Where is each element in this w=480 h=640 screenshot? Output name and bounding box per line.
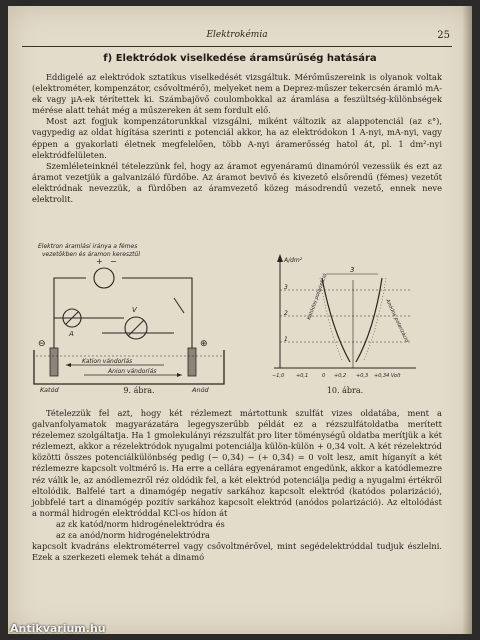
cathodic-label: Katódos polarizáció [306, 272, 329, 321]
fig9-label-top1: Elektron áramlási iránya a fémes [38, 243, 138, 250]
voltmeter-needle [128, 320, 144, 336]
anodic-label: Anódos polarizáció [384, 298, 410, 344]
y-tick-2: 2 [284, 310, 288, 317]
y-axis-arrow [277, 254, 283, 262]
fig9-label-top2: vezetőkben és áramon keresztül [42, 251, 140, 258]
book-page [8, 6, 472, 634]
cathode-sign: ⊖ [38, 339, 46, 349]
x-tick-3: 0 [322, 373, 326, 379]
text-block-top [32, 72, 442, 205]
anion-arrowhead [177, 373, 182, 377]
anodic-curve [356, 278, 382, 362]
watermark: Antikvarium.hu [10, 622, 106, 635]
anode-plate [188, 348, 196, 376]
cation-arrowhead [66, 363, 71, 367]
figure-9-caption: 9. ábra. [123, 386, 155, 395]
paragraph: kapcsolt kvadráns elektrométerrel vagy csővoltmérővel, mint segédelektróddal tudjuk észlelni. Ezek a szerkezeti elemek tehát a dinamó [32, 541, 442, 563]
cathodic-hatching [320, 278, 342, 360]
paragraph: Szemléleteinknél tételezzünk fel, hogy az áramot egyenáramú dinamóról vezessük és ezt az áramot vezetjük a galvanizáló fürdőbe. Az áramot bevivő és kivezető elsőrendű (fémes) vezetőt elektródnak nevezzük, a fürdőben az áramvezető közeg másodrendű vezető, ennek neve elektrolit. [32, 160, 442, 205]
cathode-plate [50, 348, 58, 376]
cathode-label: Katód [40, 386, 59, 394]
x-tick-6: +0,34 Volt [374, 373, 401, 379]
y-tick-3: 3 [284, 284, 288, 291]
x-tick-4: +0,2 [334, 373, 347, 379]
voltmeter-label: V [132, 306, 137, 314]
dynamo-minus-label: − [110, 257, 117, 266]
ammeter-label: A [69, 330, 74, 338]
dynamo-symbol [94, 268, 114, 288]
anodic-hatching [364, 278, 386, 360]
span-label: 3 [350, 266, 355, 274]
x-tick-5: +0,3 [356, 373, 369, 379]
running-head [22, 30, 452, 47]
paragraph: Eddigelé az elektródok sztatikus viselkedését vizsgáltuk. Mérőműszereink is olyanok voltak (elektrométer, kompenzátor, csővoltmérő), melyeket nem a Deprez-műszer tekercsén áramló mA-ek vagy µA-ek térítettek ki. Számbajövő coulombokkal az áramlása a feszültség-különbségek mérése alatt tehát még a műszereken át sem fordult elő. [32, 72, 442, 116]
equation-line: az εk katód/norm hidrogénelektródra és [56, 518, 225, 529]
running-title: Elektrokémia [206, 30, 268, 40]
page-edge-shadow [462, 6, 472, 634]
equation-line: az εa anód/norm hidrogénelektródra [56, 530, 210, 541]
anion-label: Anion vándorlás [108, 368, 157, 375]
figure-10-caption: 10. ábra. [326, 386, 364, 395]
text-block-bottom [32, 408, 442, 563]
y-tick-1: 1 [284, 336, 288, 343]
switch [174, 298, 184, 313]
figure-10-polarization-diagram [270, 250, 420, 380]
x-tick-2: +0,1 [296, 373, 309, 379]
cathodic-curve [322, 278, 350, 362]
paragraph: Most azt fogjuk kompenzátorunkkal vizsgálni, miként változik az alappotenciál (az ε°), vagypedig az oldat hígítása szerinti ε potenciál akkor, ha az elektródokon 1 A-nyi, mA-nyi, vagy éppen a gyakorlati életnek megfelelően, több A-nyi áramerősség hatol át, pl. 1 dm²-nyi elektródfelületen. [32, 116, 442, 160]
x-tick-1: −1,0 [272, 373, 285, 379]
figure-9-circuit-diagram [24, 238, 254, 396]
anode-label: Anód [192, 386, 209, 394]
cation-label: Kation vándorlás [82, 358, 133, 365]
dynamo-plus-label: + [96, 257, 103, 266]
page-number: 25 [437, 30, 450, 41]
paragraph: Tételezzük fel azt, hogy két rézlemezt mártottunk szulfát vizes oldatába, ment a galvanfolyamatok magyarázatára legegyszerűbb példát ez a rézszulfátoldatba merített rézelemez szolgáltatja. Ha 1 gmolekulányi rézszulfát pro liter töménységű oldatba merítjük a két rézlemezt, akkor a rézelektródok nyugalmi potenciálja külön-külön + 0,34 volt. A két rézelektród közötti összes potenciálkülönbség pedig (− 0,34) − (+ 0,34) = 0 volt lesz, amit híganyít a két rézlemezre kapcsolt voltmérő is. Ha erre a cellára egyenáramot engedünk, akkor a katódlemezre réz válik le, az anódlemezről réz oldódik fel, a két elektród potenciálja pedig a nyugalmi értékről eltolódik. Balfelé tart a dinamógép negatív sarkához kapcsolt elektród (katódos polarizáció), jobbfelé tart a dinamógép pozitív sarkához kapcsolt elektród (anódos polarizáció). Az eltolódást a normál hidrogén elektróddal KCl-os hídon át [32, 408, 442, 518]
section-title: f) Elektródok viselkedése áramsűrűség hatására [103, 53, 377, 64]
anode-sign: ⊕ [200, 339, 208, 349]
y-axis-label: A/dm² [284, 257, 303, 264]
